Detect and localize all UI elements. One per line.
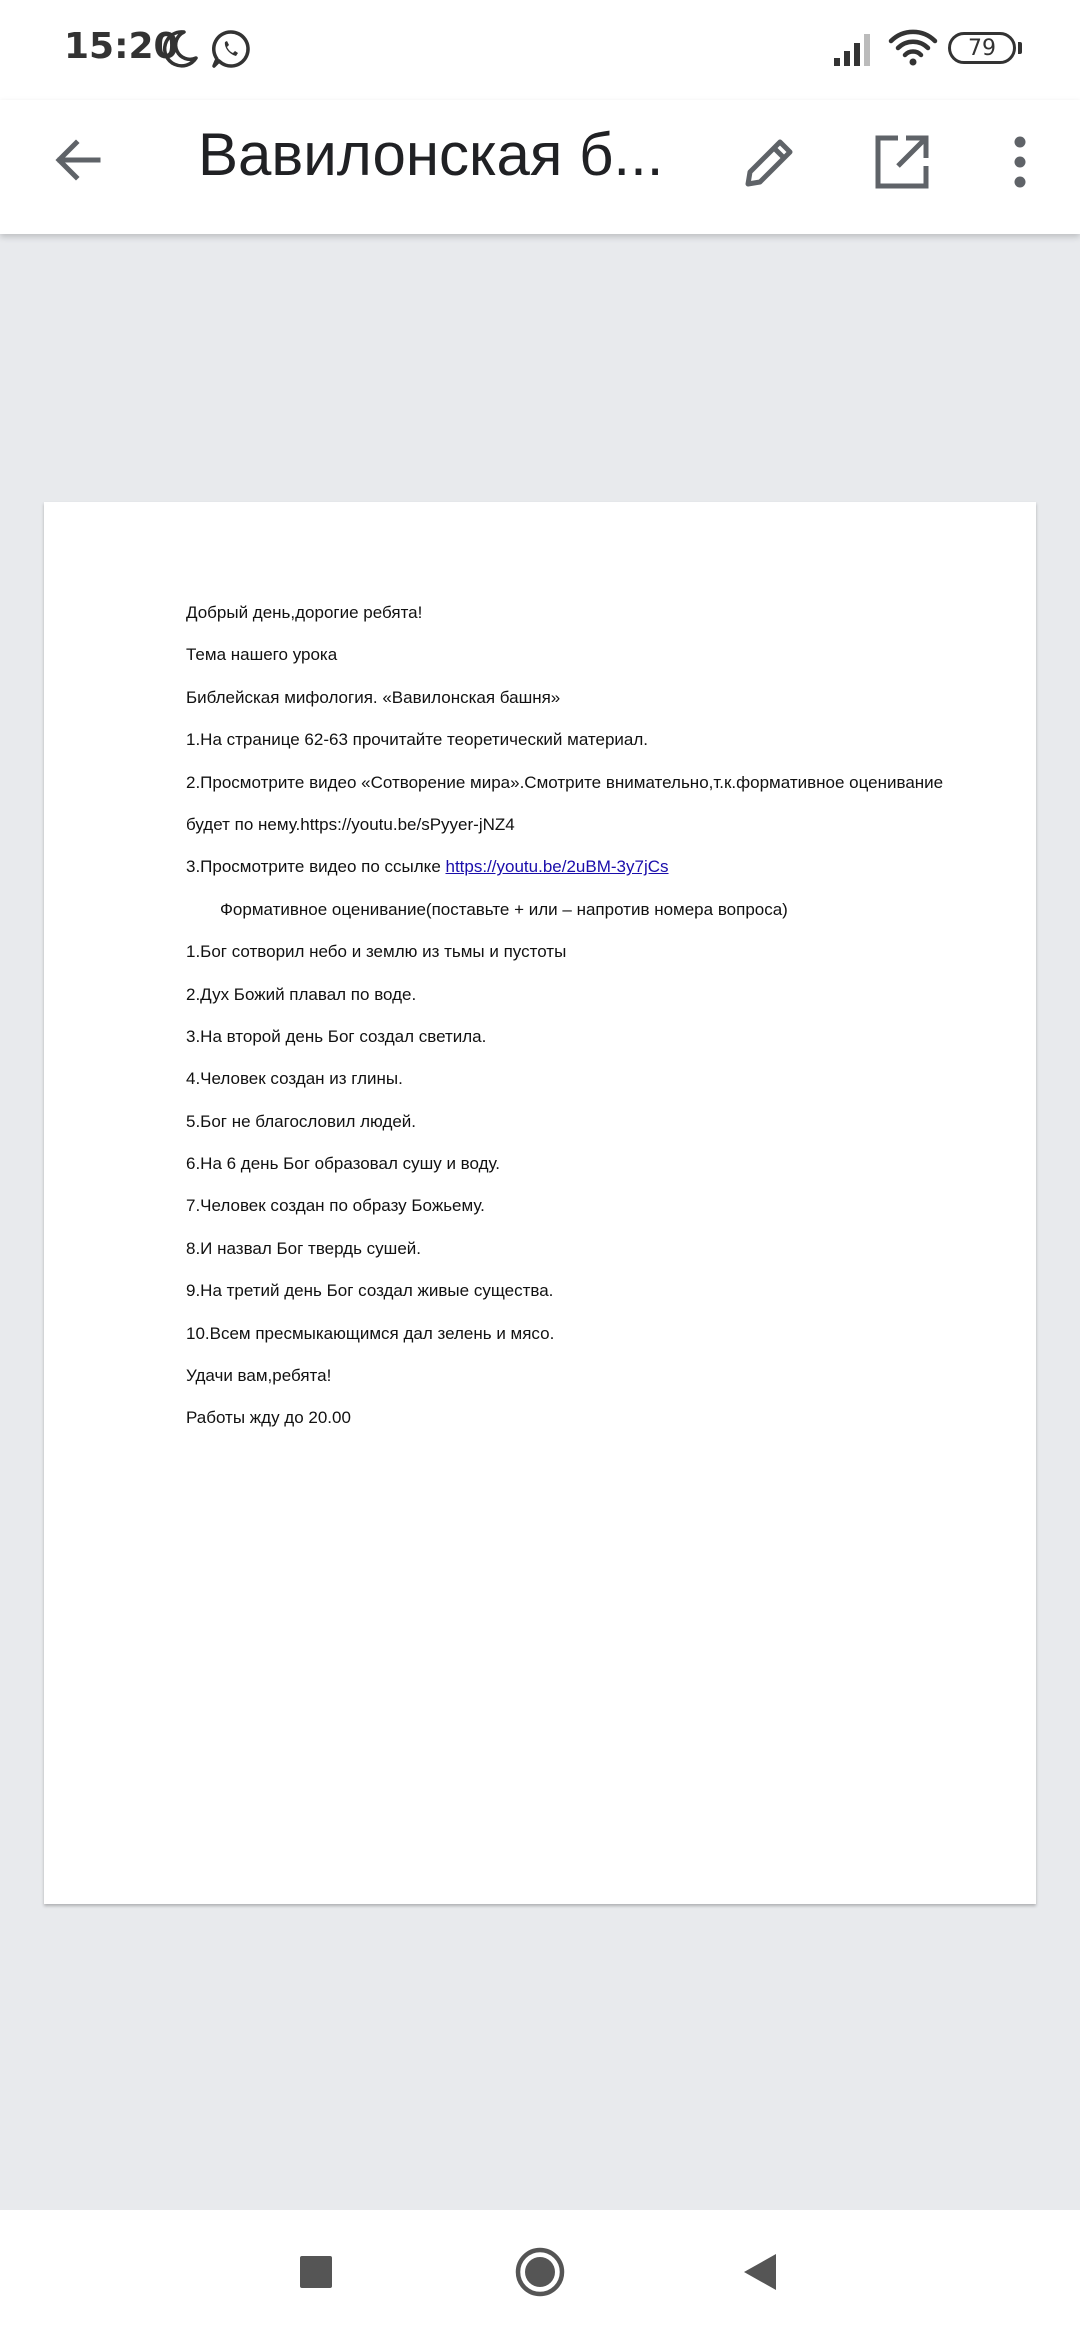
back-arrow-icon	[52, 134, 104, 186]
edit-pencil-icon	[740, 132, 800, 192]
doc-line: 1.На странице 62-63 прочитайте теоретический материал.	[186, 730, 649, 750]
navigation-bar	[0, 2210, 1080, 2340]
doc-line: 2.Просмотрите видео «Сотворение мира».Смотрите внимательно,т.к.формативное оценивание	[186, 772, 944, 792]
status-bar	[0, 0, 1080, 100]
open-external-icon	[872, 132, 932, 192]
doc-line: Тема нашего урока	[186, 645, 338, 665]
question-item: 4.Человек создан из глины.	[186, 1069, 403, 1089]
video-link-line	[186, 846, 1006, 888]
app-bar	[0, 100, 1080, 234]
battery-icon	[948, 32, 1016, 64]
document-title: Вавилонская б...	[198, 121, 664, 188]
wifi-icon	[888, 28, 938, 68]
doc-line: Добрый день,дорогие ребята!	[186, 603, 423, 622]
more-options-button[interactable]	[996, 122, 1044, 202]
status-time: 15:20	[64, 26, 179, 67]
question-item: 7.Человек создан по образу Божьему.	[186, 1196, 485, 1216]
doc-line: будет по нему.https://youtu.be/sPyyer-jNZ4	[186, 814, 515, 834]
open-in-app-button[interactable]	[862, 122, 942, 202]
back-triangle-icon[interactable]	[742, 2252, 778, 2292]
document-body	[186, 592, 1006, 1440]
more-vert-icon	[1010, 132, 1030, 192]
video-link-prefix: 3.Просмотрите видео по ссылке	[186, 857, 446, 877]
battery-level: 79	[968, 35, 996, 61]
closing-line: Удачи вам,ребята!	[186, 1366, 332, 1386]
question-item: 2.Дух Божий плавал по воде.	[186, 984, 417, 1004]
deadline-line: Работы жду до 20.00	[186, 1408, 351, 1428]
video-link[interactable]: https://youtu.be/2uBM-3y7jCs	[445, 857, 669, 877]
home-icon[interactable]	[514, 2246, 566, 2298]
question-item: 5.Бог не благословил людей.	[186, 1111, 417, 1131]
moon-icon	[160, 28, 200, 70]
document-page	[44, 502, 1036, 1904]
signal-icon	[832, 30, 876, 68]
recent-apps-icon[interactable]	[300, 2256, 332, 2288]
whatsapp-icon	[210, 28, 252, 70]
battery-tip	[1018, 42, 1022, 54]
edit-button[interactable]	[730, 122, 810, 202]
question-item: 6.На 6 день Бог образовал сушу и воду.	[186, 1154, 501, 1174]
question-item: 8.И назвал Бог твердь сушей.	[186, 1238, 421, 1258]
question-item: 9.На третий день Бог создал живые существа.	[186, 1281, 554, 1301]
back-button[interactable]	[40, 122, 116, 198]
question-item: 10.Всем пресмыкающимся дал зелень и мясо.	[186, 1323, 555, 1343]
doc-line: Библейская мифология. «Вавилонская башня»	[186, 687, 561, 707]
question-item: 1.Бог сотворил небо и землю из тьмы и пустоты	[186, 942, 567, 962]
question-item: 3.На второй день Бог создал светила.	[186, 1026, 487, 1046]
assessment-heading: Формативное оценивание(поставьте + или – напротив номера вопроса)	[220, 899, 788, 919]
